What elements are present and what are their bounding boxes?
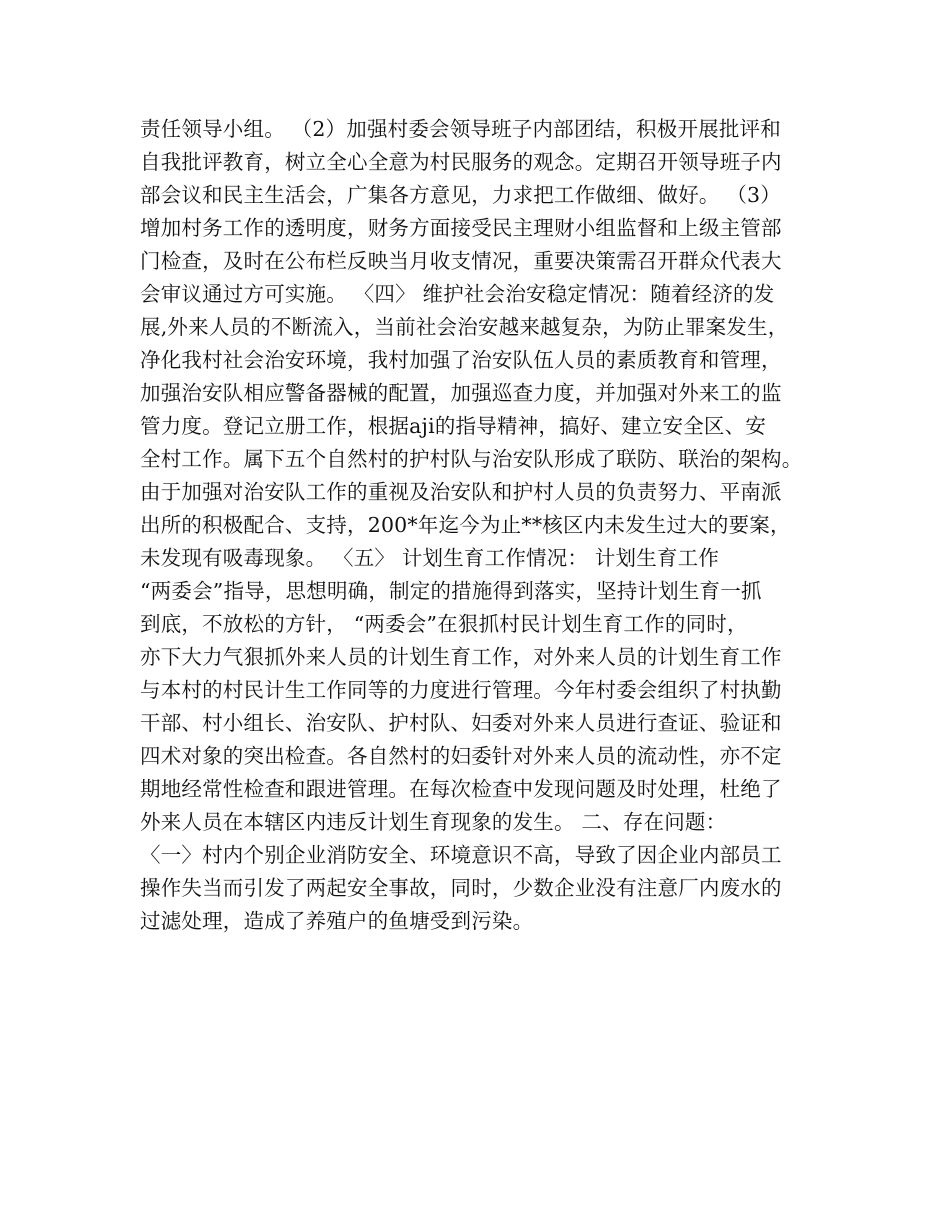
text-line: 净化我村社会治安环境，我村加强了治安队伍人员的素质教育和管理， (140, 348, 782, 372)
text-line: 干部、村小组长、治安队、护村队、妇委对外来人员进行查证、验证和 (140, 711, 782, 735)
text-line: 外来人员在本辖区内违反计划生育现象的发生。 二、存在问题： (140, 810, 727, 834)
body-text (140, 113, 840, 938)
text-line: 操作失当而引发了两起安全事故，同时，少数企业没有注意厂内废水的 (140, 876, 782, 900)
text-line: 〈一〉村内个别企业消防安全、环境意识不高，导致了因企业内部员工 (140, 843, 782, 867)
text-line: 增加村务工作的透明度，财务方面接受民主理财小组监督和上级主管部 (140, 216, 782, 240)
text-line: 亦下大力气狠抓外来人员的计划生育工作，对外来人员的计划生育工作 (140, 645, 782, 669)
text-line: 管力度。登记立册工作，根据aji的指导精神，搞好、建立安全区、安 (140, 414, 767, 438)
text-line: 期地经常性检查和跟进管理。在每次检查中发现问题及时处理，杜绝了 (140, 777, 782, 801)
text-line: 出所的积极配合、支持，200*年迄今为止**核区内未发生过大的要案， (140, 513, 791, 537)
text-line: 加强治安队相应警备器械的配置，加强巡查力度，并加强对外来工的监 (140, 381, 782, 405)
text-line: 责任领导小组。 （2）加强村委会领导班子内部团结，积极开展批评和 (140, 117, 781, 141)
text-line: 到底，不放松的方针， “两委会”在狠抓村民计划生育工作的同时， (140, 612, 748, 636)
text-line: 门检查，及时在公布栏反映当月收支情况，重要决策需召开群众代表大 (140, 249, 782, 273)
text-line: 与本村的村民计生工作同等的力度进行管理。今年村委会组织了村执勤 (140, 678, 782, 702)
text-line: 自我批评教育，树立全心全意为村民服务的观念。定期召开领导班子内 (140, 150, 782, 174)
text-line: 全村工作。属下五个自然村的护村队与治安队形成了联防、联治的架构。 (140, 447, 803, 471)
text-line: 展,外来人员的不断流入，当前社会治安越来越复杂，为防止罪案发生， (140, 315, 789, 339)
text-line: 会审议通过方可实施。 〈四〉 维护社会治安稳定情况：随着经济的发 (140, 282, 775, 306)
text-line: 由于加强对治安队工作的重视及治安队和护村人员的负责努力、平南派 (140, 480, 782, 504)
text-line: 过滤处理，造成了养殖户的鱼塘受到污染。 (140, 909, 534, 933)
text-line: “两委会”指导，思想明确，制定的措施得到落实，坚持计划生育一抓 (140, 579, 762, 603)
text-line: 四术对象的突出检查。各自然村的妇委针对外来人员的流动性，亦不定 (140, 744, 782, 768)
text-line: 部会议和民主生活会，广集各方意见，力求把工作做细、做好。 （3） (140, 183, 781, 207)
text-line: 未发现有吸毒现象。 〈五〉 计划生育工作情况： 计划生育工作 (140, 546, 720, 570)
